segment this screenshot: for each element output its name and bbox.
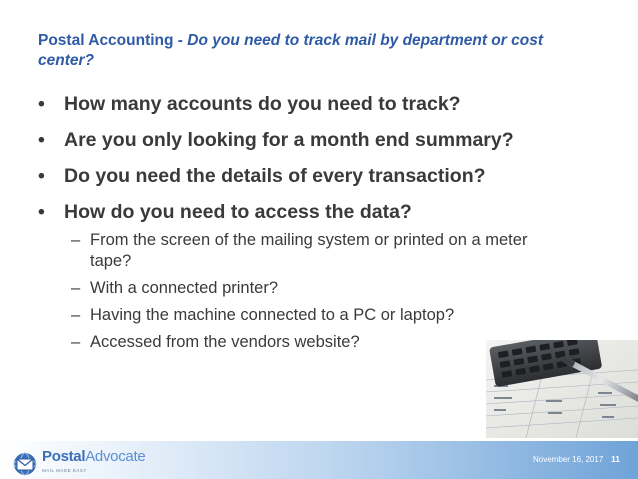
sub-bullet-item <box>71 305 571 326</box>
bullet-text: Are you only looking for a month end summary? <box>64 129 514 151</box>
page-number: 11 <box>611 454 620 464</box>
calculator-photo <box>486 340 638 438</box>
sub-bullet-text: From the screen of the mailing system or printed on a meter tape? <box>90 231 528 270</box>
sub-bullet-item <box>71 278 571 299</box>
bullet-icon: • <box>38 165 45 187</box>
dash-icon: – <box>71 231 81 249</box>
logo-part-postal: Postal <box>42 448 86 465</box>
bullet-item <box>38 92 598 116</box>
bullet-icon: • <box>38 93 45 115</box>
logo-text <box>42 450 145 478</box>
sub-bullet-text: Accessed from the vendors website? <box>90 333 360 351</box>
logo-wordmark <box>42 450 145 464</box>
bullet-text: Do you need the details of every transaction? <box>64 165 486 187</box>
sub-bullet-item <box>71 230 571 272</box>
bullet-text: How many accounts do you need to track? <box>64 93 461 115</box>
bullet-item <box>38 128 598 152</box>
envelope-globe-icon <box>12 452 38 476</box>
bullet-text: How do you need to access the data? <box>64 201 412 223</box>
logo-part-advocate: Advocate <box>85 448 146 465</box>
footer-date: November 16, 2017 <box>533 455 604 464</box>
bullet-item <box>38 164 598 188</box>
title-question: Do you need to track mail by department or cost center? <box>38 32 543 69</box>
title-prefix: Postal Accounting - <box>38 32 188 49</box>
sub-bullet-text: With a connected printer? <box>90 279 279 297</box>
postaladvocate-logo <box>12 450 145 478</box>
logo-tagline: MAIL MADE EASY <box>42 468 87 473</box>
dash-icon: – <box>71 333 81 351</box>
bullet-icon: • <box>38 129 45 151</box>
dash-icon: – <box>71 306 81 324</box>
main-bullet-list <box>38 92 598 236</box>
slide-title <box>38 31 598 71</box>
bullet-item <box>38 200 598 224</box>
dash-icon: – <box>71 279 81 297</box>
sub-bullet-text: Having the machine connected to a PC or laptop? <box>90 306 455 324</box>
calculator-pen-ledger-image <box>486 340 638 438</box>
bullet-icon: • <box>38 201 45 223</box>
